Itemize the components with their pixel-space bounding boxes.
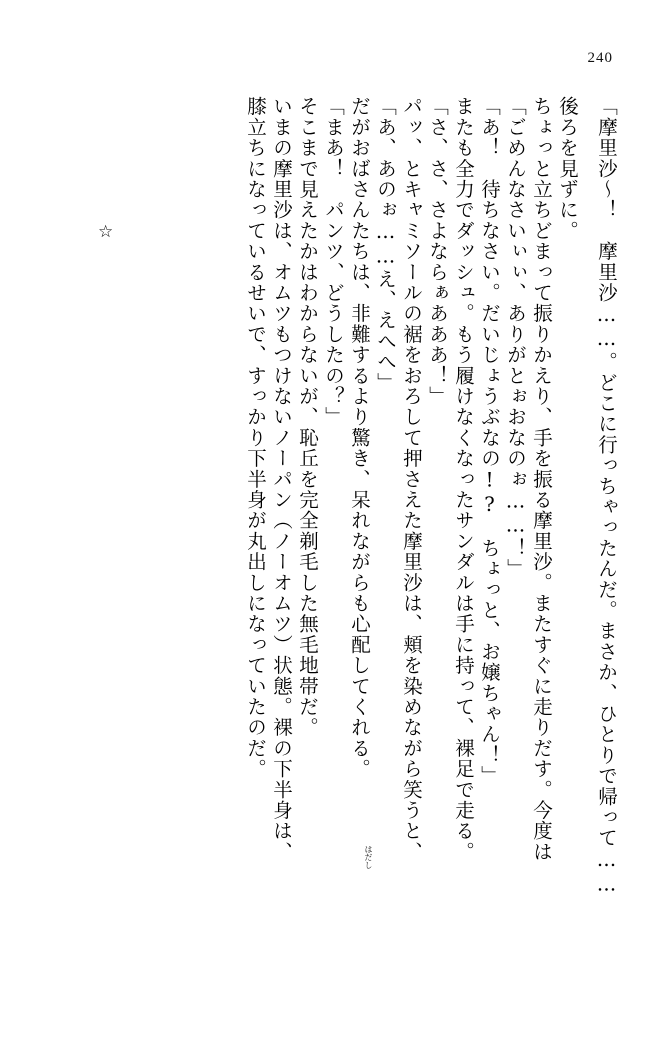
text-column: 「あ！ 待ちなさい。だいじょうぶなの!? ちょっと、お嬢ちゃん！」 (478, 96, 501, 787)
text-column: ちょっと立ちどまって振りかえり、手を振る摩里沙。またすぐに走りだす。今度は (530, 96, 553, 862)
text-column: パッ、とキャミソールの裾をおろして押さえた摩里沙は、頬を染めながら笑うと、 (400, 96, 423, 862)
star-separator-icon: ☆ (98, 222, 114, 242)
text-column: またも全力でダッシュ。もう履けなくなったサンダルは手に持って、裸足で走る。 (452, 96, 475, 862)
text-column: 後ろを見ずに。 (556, 96, 579, 241)
text-column: 「ごめんなさいぃぃ、ありがとぉおなのぉ……！」 (504, 96, 527, 580)
text-column: 「あ、あのぉ……え、えへへ」 (374, 96, 397, 393)
text-column: 「摩里沙～！ 摩里沙……。どこに行っちゃったんだ。まさか、ひとりで帰って…… (595, 96, 618, 897)
page-number: 240 (587, 50, 613, 66)
ruby-annotation-hadashi: はだし (364, 845, 373, 869)
text-column: だがおばさんたちは、非難するより驚き、呆れながらも心配してくれる。 (348, 96, 371, 780)
text-column: そこまで見えたかはわからないが、恥丘を完全剃毛した無毛地帯だ。 (296, 96, 319, 738)
text-column: 膝立ちになっているせいで、すっかり下半身が丸出しになっていたのだ。 (244, 96, 267, 780)
text-column: 「まあ！ パンツ、どうしたの？」 (322, 96, 345, 428)
text-column: 「さ、さ、さよならぁあああ！」 (426, 96, 449, 407)
text-column: いまの摩里沙は、オムツもつけないノーパン（ノーオムツ）状態。裸の下半身は、 (270, 96, 293, 862)
vertical-text-body (30, 96, 616, 996)
